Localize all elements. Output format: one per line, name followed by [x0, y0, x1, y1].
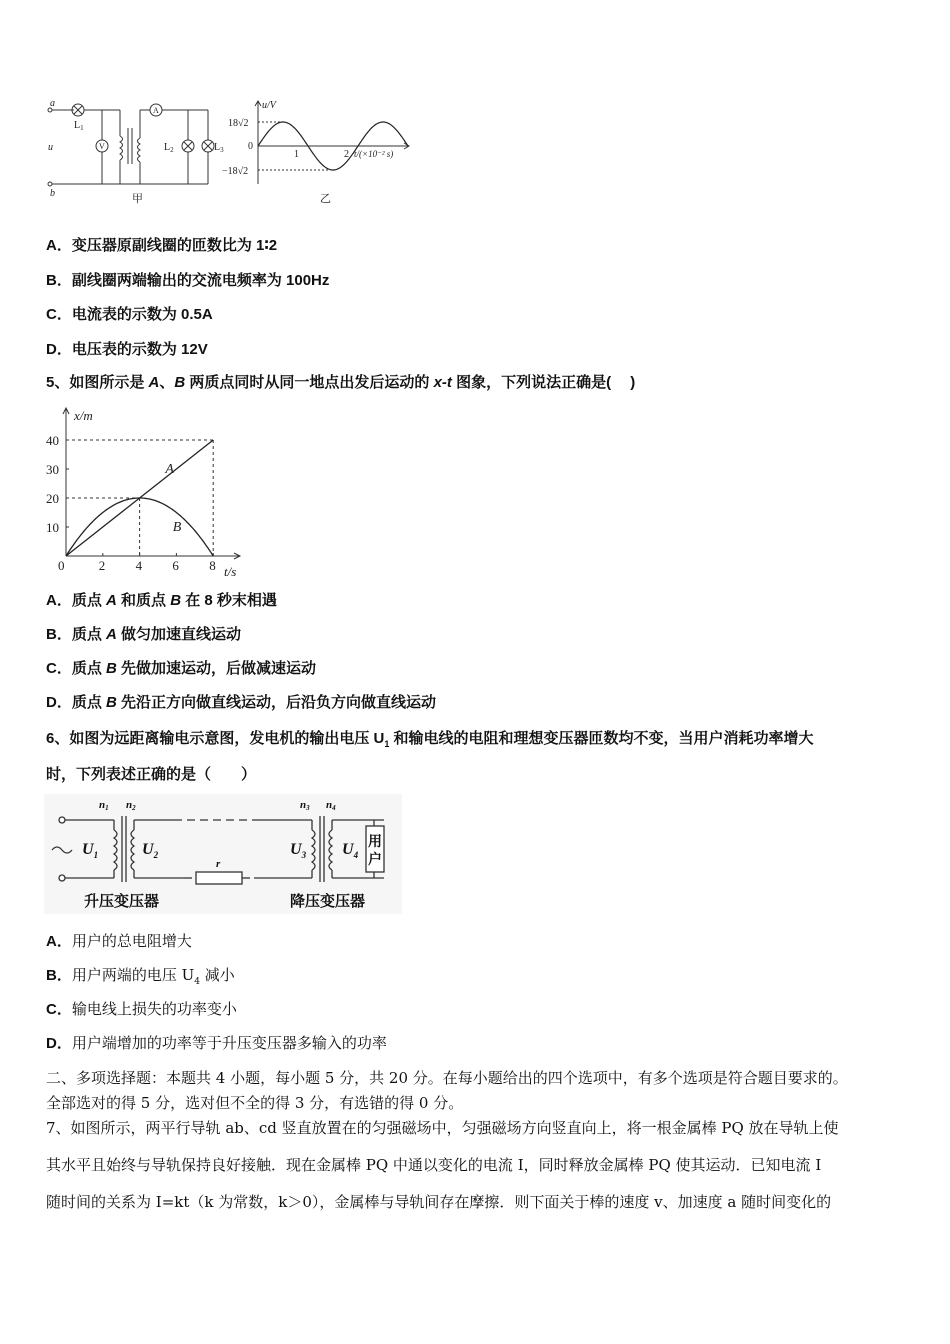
n2-label: n2 — [126, 799, 136, 812]
step-down-transformer-caption: 降压变压器 — [290, 894, 366, 910]
q4-option-b: B．副线圈两端输出的交流电频率为 100Hz — [46, 272, 330, 289]
u1-label: $U_1$ — [82, 841, 99, 860]
section-2-heading-line-1: 二、多项选择题：本题共 4 小题，每小题 5 分，共 20 分。在每小题给出的四个选项中，有多个选项是符合题目要求的。 — [46, 1069, 848, 1087]
ammeter-a-label: A — [153, 106, 159, 115]
q6-stem-line-1: 6、如图为远距离输电示意图，发电机的输出电压 $U_1$ 和输电线的电阻和理想变压器匝数均不变，当用户消耗功率增大 — [46, 730, 814, 749]
n4-label: n4 — [326, 799, 336, 812]
y-tick-label-30: 30 — [46, 462, 59, 477]
waveform-x-tick-1: 1 — [294, 149, 299, 160]
q6-option-c: C．输电线上损失的功率变小 — [46, 1000, 237, 1018]
section-2-heading-line-2: 全部选对的得 5 分，选对但不全的得 3 分，有选错的得 0 分。 — [46, 1094, 464, 1112]
q6-option-b: B．用户两端的电压 $U_4$ 减小 — [46, 966, 235, 987]
voltmeter-v-label: V — [99, 142, 105, 151]
n3-label: n3 — [300, 799, 310, 812]
q4-option-a: A．变压器原副线圈的匝数比为 1∶2 — [46, 237, 278, 254]
figure-yi-caption: 乙 — [320, 193, 331, 205]
xt-graph-chart — [40, 404, 250, 580]
waveform-y-max-label: 18√2 — [228, 118, 249, 129]
x-tick-label-2: 2 — [98, 558, 106, 573]
x-tick-label-6: 6 — [172, 558, 179, 573]
waveform-y-min-label: −18√2 — [222, 166, 249, 177]
x-tick-label-0: 0 — [58, 558, 65, 573]
power-transmission-figure — [44, 794, 402, 914]
series-b-label: B — [172, 520, 182, 535]
q5-option-b: B．质点 A 做匀加速直线运动 — [46, 626, 242, 643]
q4-option-c: C．电流表的示数为 0.5A — [46, 306, 213, 323]
y-tick-label-20: 20 — [46, 491, 59, 506]
q7-stem-line-1: 7、如图所示，两平行导轨 ab、cd 竖直放置在的匀强磁场中，匀强磁场方向竖直向上，将一根金属棒 PQ 放在导轨上使 — [46, 1119, 839, 1137]
n1-label: n1 — [99, 799, 109, 812]
step-up-transformer-caption: 升压变压器 — [84, 894, 160, 910]
resistor-r-label: r — [216, 858, 221, 870]
q6-stem-line-2: 时，下列表述正确的是（ ） — [46, 766, 257, 783]
lamp-l2-label: $L_2$ — [164, 142, 174, 154]
terminal-a-label: a — [50, 98, 55, 109]
y-tick-label-10: 10 — [46, 520, 59, 535]
x-tick-label-8: 8 — [209, 558, 216, 573]
q7-stem-line-2: 其水平且始终与导轨保持良好接触．现在金属棒 PQ 中通以变化的电流 I，同时释放金属棒 PQ 使其运动．已知电流 I — [46, 1156, 822, 1174]
q5-option-a: A．质点 A 和质点 B 在 8 秒末相遇 — [46, 592, 277, 609]
x-axis-label: t/s — [224, 564, 237, 579]
q7-stem-line-3: 随时间的关系为 I=kt（k 为常数，k＞0），金属棒与导轨间存在摩擦．则下面关于棒的速度 v、加速度 a 随时间变化的 — [46, 1193, 832, 1211]
x-tick-label-4: 4 — [135, 558, 143, 573]
q5-option-c: C．质点 B 先做加速运动，后做减速运动 — [46, 660, 317, 677]
waveform-origin-label: 0 — [248, 141, 253, 152]
waveform-y-axis-label: u/V — [262, 100, 276, 111]
y-axis-label: x/m — [74, 408, 93, 423]
q6-option-d: D．用户端增加的功率等于升压变压器多输入的功率 — [46, 1034, 387, 1052]
q4-option-d: D．电压表的示数为 12V — [46, 341, 208, 358]
waveform-x-axis-label: t/(×10⁻² s) — [354, 149, 394, 159]
lamp-l3-label: $L_3$ — [214, 142, 224, 154]
series-a-label: A — [165, 462, 174, 477]
terminal-b-label: b — [50, 188, 55, 199]
figure-jia-caption: 甲 — [132, 193, 143, 205]
user-label-2: 户 — [368, 853, 382, 868]
lamp-l1-label: $L_1$ — [74, 120, 84, 132]
voltage-u-label: u — [48, 142, 53, 153]
u3-label: $U_3$ — [290, 841, 307, 860]
u2-label: $U_2$ — [142, 841, 159, 860]
y-tick-label-40: 40 — [46, 433, 59, 448]
user-label-1: 用 — [368, 835, 382, 850]
q5-option-d: D．质点 B 先沿正方向做直线运动，后沿负方向做直线运动 — [46, 694, 437, 711]
waveform-x-tick-2: 2 — [344, 149, 349, 160]
u4-label: $U_4$ — [342, 841, 359, 860]
transformer-circuit-figure — [44, 98, 424, 210]
q6-option-a: A．用户的总电阻增大 — [46, 932, 192, 950]
q5-stem: 5、如图所示是 A、B 两质点同时从同一地点出发后运动的 x-t 图象，下列说法正确是( ) — [46, 374, 636, 391]
